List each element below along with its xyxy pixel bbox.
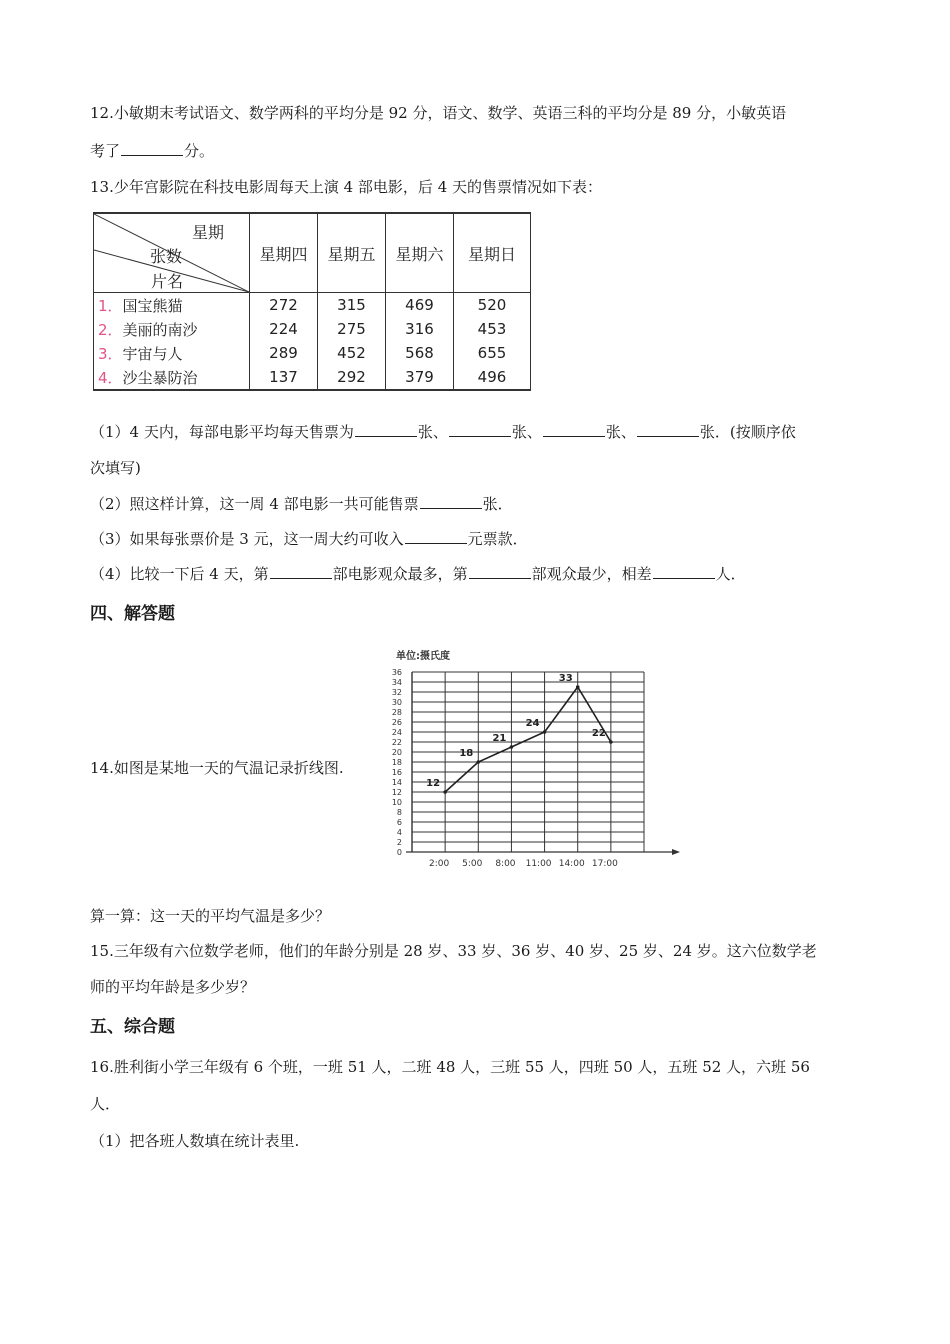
- movie-name: 国宝熊猫: [122, 296, 183, 315]
- y-tick-label: 0: [396, 848, 402, 857]
- day-header-thu: 星期四: [250, 213, 318, 293]
- y-tick-label: 20: [391, 748, 402, 757]
- x-tick-label: 11:00: [525, 859, 552, 869]
- table-corner-cell: [94, 213, 250, 293]
- y-tick-label: 24: [391, 728, 402, 737]
- row-number: 4．: [98, 368, 123, 387]
- q14-question: 算一算：这一天的平均气温是多少？: [90, 907, 331, 925]
- table-cell: 137: [250, 365, 318, 390]
- day-header-sat: 星期六: [386, 213, 454, 293]
- q12-line2: [90, 141, 214, 161]
- movie-name: 美丽的南沙: [122, 320, 198, 339]
- x-axis-ticks: [429, 859, 618, 869]
- q15-line2: 师的平均年龄是多少岁？: [90, 978, 256, 996]
- table-row: [94, 341, 531, 365]
- q13-sub1-unit: 张、: [511, 423, 542, 441]
- table-row: [94, 293, 531, 318]
- y-tick-label: 30: [391, 698, 402, 707]
- x-tick-label: 17:00: [591, 859, 618, 869]
- q13-sub4-text: 部观众最少，相差: [531, 565, 652, 583]
- y-tick-label: 18: [391, 758, 402, 767]
- y-tick-label: 32: [391, 688, 402, 697]
- table-cell: 520: [454, 293, 531, 318]
- table-cell: 453: [454, 317, 531, 341]
- q12-text-b: 分。: [184, 142, 215, 160]
- y-tick-label: 36: [391, 668, 402, 677]
- x-tick-label: 2:00: [429, 859, 450, 869]
- temperature-line-chart: [372, 642, 682, 872]
- q13-sub1: [90, 422, 796, 442]
- answer-blank[interactable]: [543, 422, 605, 437]
- answer-blank[interactable]: [420, 494, 482, 509]
- data-point: [510, 745, 514, 749]
- q12-answer-blank[interactable]: [121, 141, 183, 156]
- q15-line1: 15.三年级有六位数学老师，他们的年龄分别是 28 岁、33 岁、36 岁、40 岁、25 岁、24 岁。这六位数学老: [90, 942, 817, 960]
- section5-heading: 五、综合题: [90, 1017, 175, 1037]
- q13-sub1-unit: 张、: [605, 423, 636, 441]
- temperature-series-line: [445, 687, 611, 792]
- table-cell: 655: [454, 341, 531, 365]
- data-point: [543, 730, 547, 734]
- data-label: 22: [591, 728, 606, 739]
- q13-sub2-text: （2）照这样计算，这一周 4 部电影一共可能售票: [90, 495, 419, 513]
- table-cell: 568: [386, 341, 454, 365]
- q13-sub2: [90, 494, 513, 514]
- q13-sub4-text: 部电影观众最多，第: [332, 565, 468, 583]
- y-tick-label: 12: [391, 788, 402, 797]
- q16-line2: 人．: [90, 1095, 121, 1113]
- y-tick-label: 14: [391, 778, 402, 787]
- data-point: [576, 685, 580, 689]
- data-label: 12: [426, 778, 441, 789]
- corner-day-label: 星期: [192, 223, 225, 242]
- q13-sub1-unit: 张、: [417, 423, 448, 441]
- q16-line1: 16.胜利街小学三年级有 6 个班，一班 51 人，二班 48 人，三班 55 人，四班 50 人，五班 52 人，六班 56: [90, 1058, 810, 1076]
- answer-blank[interactable]: [405, 529, 467, 544]
- q13-sub4-unit: 人．: [715, 565, 746, 583]
- q13-sub1-line2: 次填写): [90, 459, 141, 477]
- data-label: 21: [492, 733, 507, 744]
- y-tick-label: 16: [391, 768, 402, 777]
- table-cell: 379: [386, 365, 454, 390]
- q12-text-a: 考了: [90, 142, 121, 160]
- corner-name-label: 片名: [151, 272, 184, 291]
- table-cell: 272: [250, 293, 318, 318]
- row-number: 3．: [98, 344, 123, 363]
- day-header-fri: 星期五: [318, 213, 386, 293]
- table-row: [94, 365, 531, 390]
- q16-sub1: （1）把各班人数填在统计表里.: [90, 1132, 300, 1150]
- table-cell: 496: [454, 365, 531, 390]
- chart-title: 单位:摄氏度: [396, 651, 450, 662]
- y-tick-label: 22: [391, 738, 402, 747]
- answer-blank[interactable]: [469, 564, 531, 579]
- answer-blank[interactable]: [355, 422, 417, 437]
- ticket-table: [93, 212, 531, 391]
- table-cell: 315: [318, 293, 386, 318]
- y-tick-label: 10: [391, 798, 402, 807]
- q13-sub4-text: （4）比较一下后 4 天，第: [90, 565, 269, 583]
- y-axis-ticks: [392, 668, 402, 857]
- q12-line1: 12.小敏期末考试语文、数学两科的平均分是 92 分，语文、数学、英语三科的平均分是 89 分，小敏英语: [90, 104, 787, 122]
- y-tick-label: 4: [396, 828, 402, 837]
- y-tick-label: 8: [396, 808, 402, 817]
- q13-sub3: [90, 529, 528, 549]
- data-point: [609, 740, 613, 744]
- section4-heading: 四、解答题: [90, 604, 175, 624]
- row-number: 2．: [98, 320, 123, 339]
- table-cell: 292: [318, 365, 386, 390]
- answer-blank[interactable]: [270, 564, 332, 579]
- table-cell: 452: [318, 341, 386, 365]
- table-row: [94, 317, 531, 341]
- table-cell: 289: [250, 341, 318, 365]
- q13-sub1-tail: 张．(按顺序依: [699, 423, 796, 441]
- y-tick-label: 6: [396, 818, 402, 827]
- day-header-sun: 星期日: [454, 213, 531, 293]
- row-number: 1．: [98, 296, 123, 315]
- data-label: 18: [459, 748, 474, 759]
- y-tick-label: 2: [396, 838, 402, 847]
- answer-blank[interactable]: [637, 422, 699, 437]
- q13-intro: 13.少年宫影院在科技电影周每天上演 4 部电影，后 4 天的售票情况如下表：: [90, 178, 603, 196]
- answer-blank[interactable]: [449, 422, 511, 437]
- movie-name: 宇宙与人: [122, 344, 183, 363]
- y-tick-label: 34: [391, 678, 402, 687]
- q13-sub4: [90, 564, 746, 584]
- x-tick-label: 5:00: [462, 859, 483, 869]
- data-label: 24: [525, 718, 540, 729]
- answer-blank[interactable]: [653, 564, 715, 579]
- table-cell: 275: [318, 317, 386, 341]
- table-cell: 469: [386, 293, 454, 318]
- q13-sub1-text: （1）4 天内，每部电影平均每天售票为: [90, 423, 354, 441]
- x-axis-arrow: [672, 849, 680, 855]
- q14-text: 14.如图是某地一天的气温记录折线图.: [90, 759, 344, 777]
- q13-sub3-unit: 元票款．: [467, 530, 528, 548]
- chart-series: [426, 673, 612, 794]
- table-cell: 224: [250, 317, 318, 341]
- y-tick-label: 26: [391, 718, 402, 727]
- data-point: [476, 760, 480, 764]
- x-tick-label: 14:00: [558, 859, 585, 869]
- y-tick-label: 28: [391, 708, 402, 717]
- table-cell: 316: [386, 317, 454, 341]
- corner-count-label: 张数: [150, 247, 183, 266]
- x-tick-label: 8:00: [495, 859, 516, 869]
- chart-grid: [406, 672, 680, 855]
- data-label: 33: [558, 673, 573, 684]
- movie-name: 沙尘暴防治: [122, 368, 198, 387]
- q13-sub3-text: （3）如果每张票价是 3 元，这一周大约可收入: [90, 530, 404, 548]
- data-point: [443, 790, 447, 794]
- q13-sub2-unit: 张．: [482, 495, 513, 513]
